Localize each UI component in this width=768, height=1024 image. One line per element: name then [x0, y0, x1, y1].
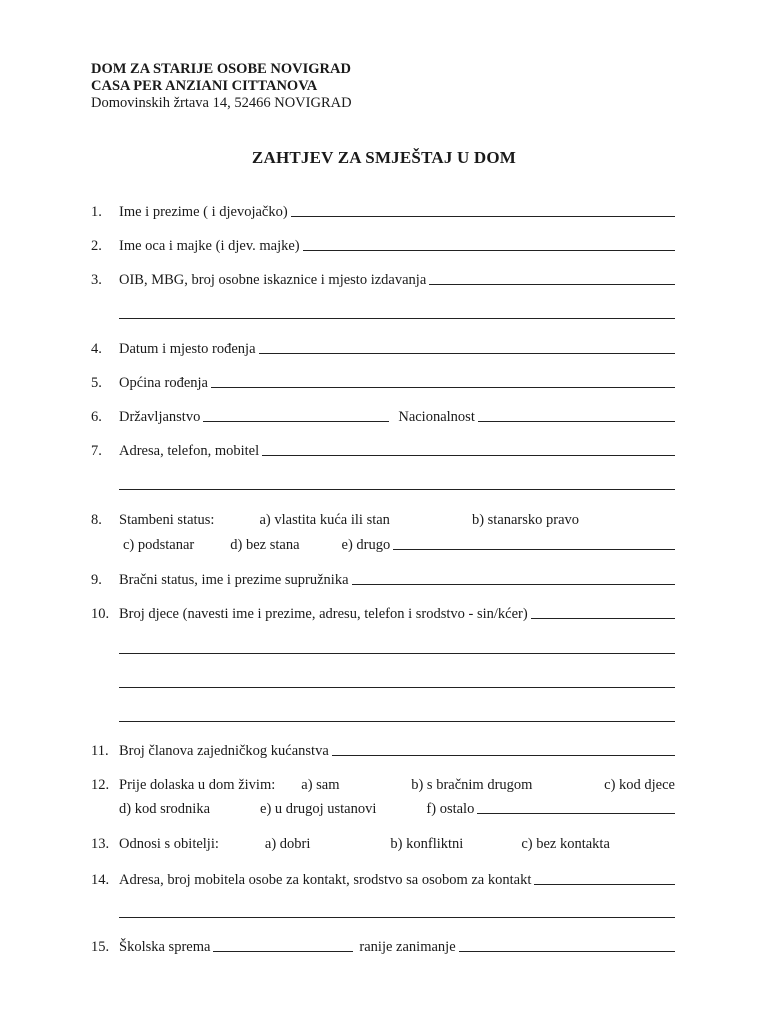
- field-label: Ime oca i majke (i djev. majke): [119, 238, 300, 254]
- option-good[interactable]: a) dobri: [264, 836, 311, 852]
- form-item-11: [91, 740, 675, 760]
- form-item-8: [91, 509, 675, 529]
- children-input-line-2[interactable]: [119, 653, 675, 654]
- form-item-5: [91, 372, 675, 392]
- option-other[interactable]: f) ostalo: [426, 801, 475, 817]
- field-label: Ime i prezime ( i djevojačko): [119, 204, 288, 220]
- form-item-9: [91, 569, 675, 589]
- item-number: 7.: [91, 443, 102, 459]
- spouse-input-line[interactable]: [352, 584, 675, 585]
- field-label: Školska sprema: [119, 939, 211, 955]
- form-item-1: [91, 201, 675, 221]
- option-alone[interactable]: a) sam: [301, 777, 340, 793]
- children-input-line-3[interactable]: [119, 687, 675, 688]
- item-number: 2.: [91, 238, 102, 254]
- form-item-10-continuation-3: [91, 706, 675, 726]
- form-item-10-continuation-2: [91, 672, 675, 692]
- item-number: 6.: [91, 409, 102, 425]
- field-label: Broj članova zajedničkog kućanstva: [119, 743, 329, 759]
- nationality-input-line[interactable]: [478, 421, 675, 422]
- option-with-spouse[interactable]: b) s bračnim drugom: [411, 777, 533, 793]
- institution-name-italian: CASA PER ANZIANI CITTANOVA: [91, 78, 318, 94]
- field-label-occupation: ranije zanimanje: [359, 939, 456, 955]
- id-input-line-2[interactable]: [119, 318, 675, 319]
- form-item-8-options: [91, 534, 675, 554]
- item-number: 11.: [91, 743, 109, 759]
- form-item-2: [91, 235, 675, 255]
- option-with-children[interactable]: c) kod djece: [604, 777, 675, 793]
- item-number: 13.: [91, 836, 110, 852]
- id-input-line[interactable]: [429, 284, 675, 285]
- children-input-line-4[interactable]: [119, 721, 675, 722]
- form-item-3: [91, 269, 675, 289]
- item-number: 15.: [91, 939, 110, 955]
- item-number: 3.: [91, 272, 102, 288]
- institution-address: Domovinskih žrtava 14, 52466 NOVIGRAD: [91, 95, 352, 111]
- occupation-input-line[interactable]: [459, 951, 675, 952]
- household-input-line[interactable]: [332, 755, 675, 756]
- option-homeless[interactable]: d) bez stana: [230, 537, 300, 553]
- item-number: 12.: [91, 777, 110, 793]
- field-label: Općina rođenja: [119, 375, 208, 391]
- children-input-line[interactable]: [531, 618, 675, 619]
- option-own-house[interactable]: a) vlastita kuća ili stan: [259, 512, 390, 528]
- form-item-14: [91, 869, 675, 889]
- option-conflicting[interactable]: b) konfliktni: [390, 836, 464, 852]
- parents-input-line[interactable]: [303, 250, 675, 251]
- item-number: 9.: [91, 572, 102, 588]
- form-item-3-continuation: [91, 303, 675, 323]
- address-input-line[interactable]: [262, 455, 675, 456]
- form-item-4: [91, 338, 675, 358]
- field-label: Odnosi s obitelji:: [119, 836, 219, 852]
- form-item-12-options: [91, 798, 675, 818]
- form-item-15: [91, 936, 675, 956]
- option-other-institution[interactable]: e) u drugoj ustanovi: [260, 801, 377, 817]
- field-label: Bračni status, ime i prezime supružnika: [119, 572, 349, 588]
- form-item-6: [91, 406, 675, 426]
- institution-name: DOM ZA STARIJE OSOBE NOVIGRAD: [91, 61, 351, 77]
- other-living-input-line[interactable]: [477, 813, 675, 814]
- option-subtenant[interactable]: c) podstanar: [123, 537, 195, 553]
- form-item-10: [91, 603, 675, 623]
- form-item-10-continuation-1: [91, 638, 675, 658]
- field-label: Prije dolaska u dom živim:: [119, 777, 276, 793]
- contact-input-line[interactable]: [534, 884, 675, 885]
- name-input-line[interactable]: [291, 216, 675, 217]
- form-item-7-continuation: [91, 474, 675, 494]
- field-label: Adresa, telefon, mobitel: [119, 443, 260, 459]
- item-number: 1.: [91, 204, 102, 220]
- education-input-line[interactable]: [213, 951, 353, 952]
- form-item-12: [91, 774, 675, 794]
- item-number: 10.: [91, 606, 110, 622]
- field-label: Državljanstvo: [119, 409, 201, 425]
- form-title: ZAHTJEV ZA SMJEŠTAJ U DOM: [251, 148, 517, 167]
- field-label: Adresa, broj mobitela osobe za kontakt, srodstvo sa osobom za kontakt: [119, 872, 532, 888]
- form-item-7: [91, 440, 675, 460]
- birth-input-line[interactable]: [259, 353, 675, 354]
- address-input-line-2[interactable]: [119, 489, 675, 490]
- item-number: 4.: [91, 341, 102, 357]
- form-item-14-continuation: [91, 902, 675, 922]
- item-number: 8.: [91, 512, 102, 528]
- field-label: OIB, MBG, broj osobne iskaznice i mjesto izdavanja: [119, 272, 427, 288]
- citizenship-input-line[interactable]: [203, 421, 389, 422]
- option-other[interactable]: e) drugo: [341, 537, 391, 553]
- field-label-nationality: Nacionalnost: [398, 409, 475, 425]
- contact-input-line-2[interactable]: [119, 917, 675, 918]
- option-no-contact[interactable]: c) bez kontakta: [521, 836, 610, 852]
- field-label: Broj djece (navesti ime i prezime, adresu, telefon i srodstvo - sin/kćer): [119, 606, 528, 622]
- field-label: Stambeni status:: [119, 512, 215, 528]
- item-number: 14.: [91, 872, 110, 888]
- option-tenancy-right[interactable]: b) stanarsko pravo: [471, 512, 580, 528]
- form-item-13: [91, 833, 675, 853]
- other-housing-input-line[interactable]: [393, 549, 675, 550]
- field-label: Datum i mjesto rođenja: [119, 341, 256, 357]
- item-number: 5.: [91, 375, 102, 391]
- municipality-input-line[interactable]: [211, 387, 675, 388]
- option-with-relatives[interactable]: d) kod srodnika: [119, 801, 211, 817]
